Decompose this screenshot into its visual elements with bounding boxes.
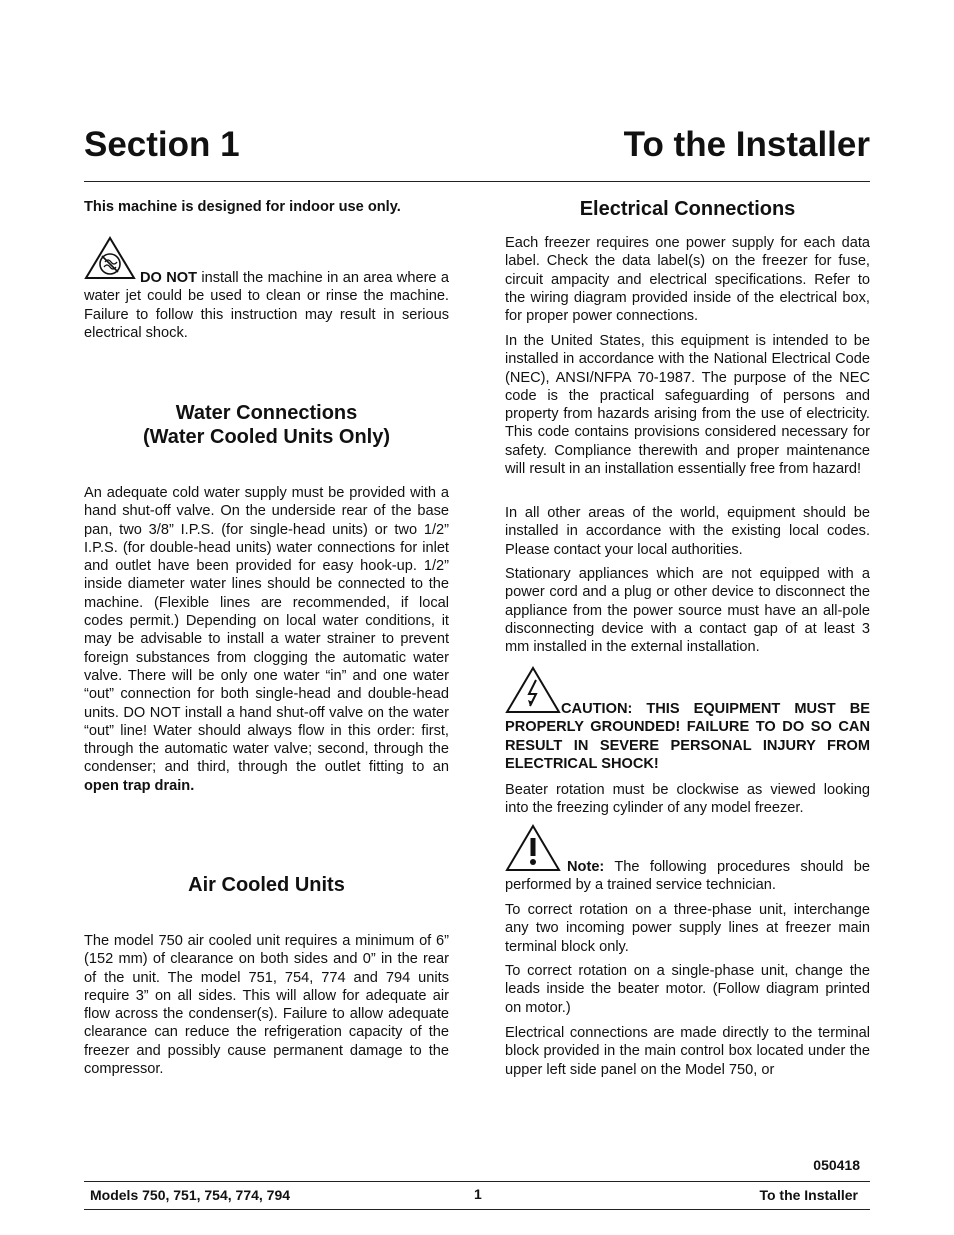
footer-divider-bottom bbox=[84, 1209, 870, 1210]
electrical-connections-heading: Electrical Connections bbox=[579, 198, 796, 220]
footer-divider-top bbox=[84, 1181, 870, 1182]
beater-rotation-paragraph: Beater rotation must be clockwise as viewed looking into the freezing cylinder of any model freezer. bbox=[505, 782, 870, 817]
water-heading-line-1: Water Connections bbox=[175, 402, 358, 424]
air-cooled-heading: Air Cooled Units bbox=[188, 874, 345, 896]
indoor-use-notice: This machine is designed for indoor use only. bbox=[84, 199, 401, 215]
footer-models: Models 750, 751, 754, 774, 794 bbox=[90, 1187, 291, 1203]
note-text: The following procedures should be performed by a trained service technician. bbox=[505, 859, 870, 894]
header-divider bbox=[84, 181, 870, 182]
water-body-emphasis: open trap drain. bbox=[84, 777, 195, 794]
electrical-paragraph-3: In all other areas of the world, equipment should be installed in accordance with the existing local codes. Please contact your local authorities. bbox=[505, 505, 870, 558]
electrical-paragraph-4: Stationary appliances which are not equipped with a power cord and a plug or other device to disconnect the appliance from the power source must have an all‑pole disconnecting device with a contact gap of at least 3 mm installed in the external installation. bbox=[505, 566, 870, 656]
grounding-caution: CAUTION: THIS EQUIPMENT MUST BE PROPERLY GROUNDED! FAILURE TO DO SO CAN RESULT IN SEVERE PERSONAL INJURY FROM ELECTRICAL SHOCK! bbox=[505, 701, 870, 772]
page-number: 1 bbox=[474, 1186, 482, 1202]
electrical-paragraph-2: In the United States, this equipment is intended to be installed in accordance with the National Electrical Code (NEC), ANSI/NFPA 70‑1987. The purpose of the NEC code is the practical safeguarding of persons and property from hazards arising from the use of electricity. This code contains provisions considered necessary for safety. Compliance therewith and proper maintenance will result in an installation essentially free from hazard! bbox=[505, 333, 870, 478]
water-connections-heading bbox=[84, 401, 449, 449]
air-cooled-body: The model 750 air cooled unit requires a minimum of 6” (152 mm) of clearance on both sides and 0” in the rear of the unit. The model 751, 754, 774 and 794 units require 3” on all sides. This will allow for adequate air flow across the condenser(s). Failure to allow adequate clearance can reduce the refrigeration capacity of the freezer and possibly cause permanent damage to the compressor. bbox=[84, 933, 449, 1078]
electrical-paragraph-1: Each freezer requires one power supply for each data label. Check the data label(s) on the freezer for fuse, circuit ampacity and electrical specifications. Refer to the wiring diagram provided inside of the electrical box, for proper power connections. bbox=[505, 235, 870, 325]
terminal-block-paragraph: Electrical connections are made directly to the terminal block provided in the main control box located under the upper left side panel on the Model 750, or bbox=[505, 1025, 870, 1078]
page-title: To the Installer bbox=[623, 125, 870, 164]
footer-section-title: To the Installer bbox=[759, 1187, 858, 1203]
note-label: Note: bbox=[567, 859, 605, 875]
water-body-text: An adequate cold water supply must be provided with a hand shut-off valve. On the underside rear of the base pan, two 3/8” I.P.S. (for single-head units) or two 1/2” I.P.S. (for double-head units) water connections for inlet and outlet have been provided for easy hook-up. 1/2” inside diameter water lines should be connected to the machine. (Flexible lines are recommended, if local codes permit.) Depending on local water conditions, it may be advisable to install a water strainer to prevent foreign substances from clogging the automatic water valve. There will be only one water “in” and one water “out” connection for both single-head and double-head units. DO NOT install a hand shut-off valve on the water “out” line! Water should always flow in this order: first, through the automatic water valve; second, through the condenser; and third, through the outlet fitting to an bbox=[84, 485, 449, 776]
water-jet-warning bbox=[84, 269, 449, 342]
water-connections-body bbox=[84, 484, 449, 795]
document-code: 050418 bbox=[813, 1157, 860, 1173]
water-heading-line-2: (Water Cooled Units Only) bbox=[142, 426, 391, 448]
three-phase-paragraph: To correct rotation on a three-phase unit, interchange any two incoming power supply lines at freezer main terminal block only. bbox=[505, 902, 870, 955]
warning-text: install the machine in an area where a water jet could be used to clean or rinse the machine. Failure to follow this instruction may result in serious electrical shock. bbox=[84, 270, 449, 341]
section-number: Section 1 bbox=[84, 125, 240, 164]
single-phase-paragraph: To correct rotation on a single-phase unit, change the leads inside the beater motor. (Follow diagram printed on motor.) bbox=[505, 963, 870, 1016]
warning-emphasis: DO NOT bbox=[140, 270, 198, 286]
service-technician-note bbox=[505, 858, 870, 895]
